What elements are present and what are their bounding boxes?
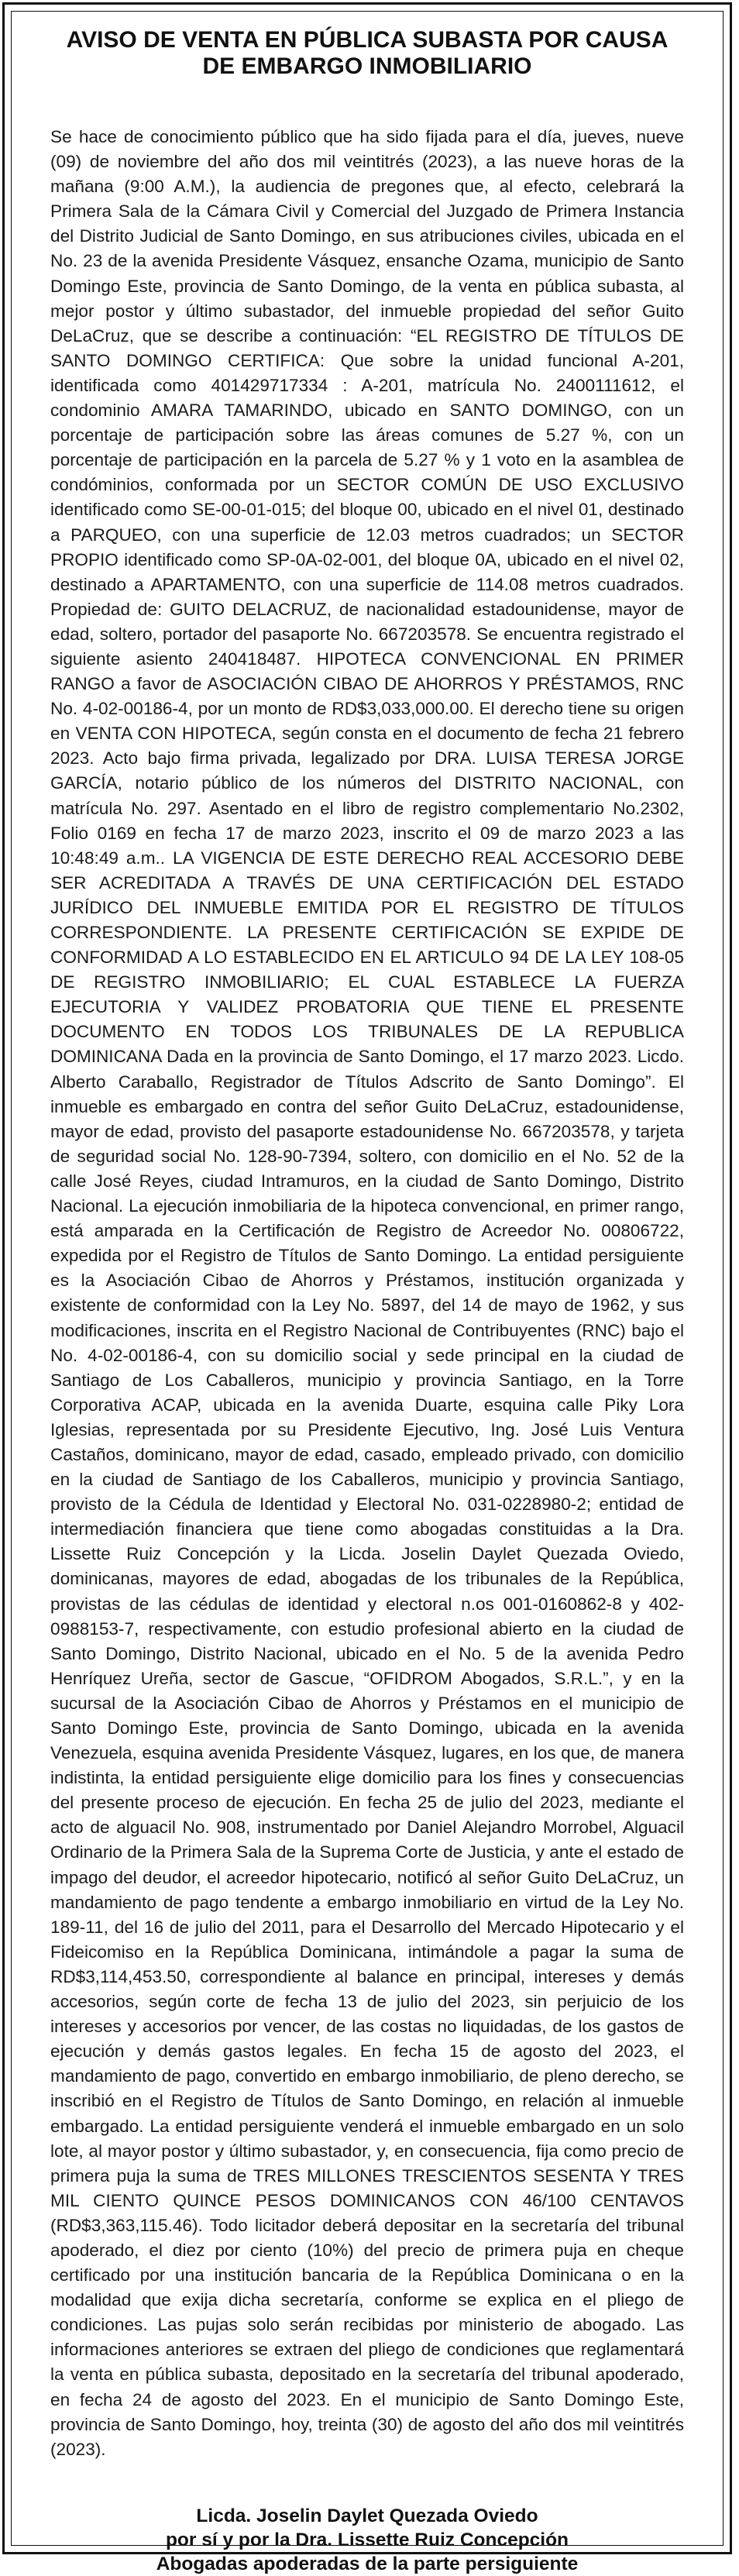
notice-title bbox=[50, 27, 684, 80]
notice-title-line-1: AVISO DE VENTA EN PÚBLICA SUBASTA POR CAUSA bbox=[66, 27, 669, 53]
signature-name: Licda. Joselin Daylet Quezada Oviedo bbox=[196, 2505, 538, 2526]
notice-inner-border bbox=[11, 11, 724, 2574]
signature-block bbox=[50, 2504, 684, 2576]
signature-role: Abogadas apoderadas de la parte persiguiente bbox=[156, 2553, 579, 2574]
notice-title-line-2: DE EMBARGO INMOBILIARIO bbox=[202, 53, 532, 79]
notice-body: Se hace de conocimiento público que ha sido fijada para el día, jueves, nueve (09) de noviembre del año dos mil veintitrés (2023), a las nueve horas de la mañana (9:00 A.M.), la audiencia de pregones que, al efecto, celebrará la Primera Sala de la Cámara Civil y Comercial del Juzgado de Primera Instancia del Distrito Judicial de Santo Domingo, en sus atribuciones civiles, ubicada en el No. 23 de la avenida Presidente Vásquez, ensanche Ozama, municipio de Santo Domingo Este, provincia de Santo Domingo, de la venta en pública subasta, al mejor postor y último subastador, del inmueble propiedad del señor Guito DeLaCruz, que se describe a continuación: “EL REGISTRO DE TÍTULOS DE SANTO DOMINGO CERTIFICA: Que sobre la unidad funcional A-201, identificada como 401429717334 : A-201, matrícula No. 2400111612, el condominio AMARA TAMARINDO, ubicado en SANTO DOMINGO, con un porcentaje de participación sobre las áreas comunes de 5.27 %, con un porcentaje de participación en la parcela de 5.27 % y 1 voto en la asamblea de condóminios, conformada por un SECTOR COMÚN DE USO EXCLUSIVO identificado como SE-00-01-015; del bloque 00, ubicado en el nivel 01, destinado a PARQUEO, con una superficie de 12.03 metros cuadrados; un SECTOR PROPIO identificado como SP-0A-02-001, del bloque 0A, ubicado en el nivel 02, destinado a APARTAMENTO, con una superficie de 114.08 metros cuadrados. Propiedad de: GUITO DELACRUZ, de nacionalidad estadounidense, mayor de edad, soltero, portador del pasaporte No. 667203578. Se encuentra registrado el siguiente asiento 240418487. HIPOTECA CONVENCIONAL EN PRIMER RANGO a favor de ASOCIACIÓN CIBAO DE AHORROS Y PRÉSTAMOS, RNC No. 4-02-00186-4, por un monto de RD$3,033,000.00. El derecho tiene su origen en VENTA CON HIPOTECA, según consta en el documento de fecha 21 febrero 2023. Acto bajo firma privada, legalizado por DRA. LUISA TERESA JORGE GARCÍA, notario público de los números del DISTRITO NACIONAL, con matrícula No. 297. Asentado en el libro de registro complementario No.2302, Folio 0169 en fecha 17 de marzo 2023, inscrito el 09 de marzo 2023 a las 10:48:49 a.m.. LA VIGENCIA DE ESTE DERECHO REAL ACCESORIO DEBE SER ACREDITADA A TRAVÉS DE UNA CERTIFICACIÓN DEL ESTADO JURÍDICO DEL INMUEBLE EMITIDA POR EL REGISTRO DE TÍTULOS CORRESPONDIENTE. LA PRESENTE CERTIFICACIÓN SE EXPIDE DE CONFORMIDAD A LO ESTABLECIDO EN EL ARTICULO 94 DE LA LEY 108-05 DE REGISTRO INMOBILIARIO; EL CUAL ESTABLECE LA FUERZA EJECUTORIA Y VALIDEZ PROBATORIA QUE TIENE EL PRESENTE DOCUMENTO EN TODOS LOS TRIBUNALES DE LA REPUBLICA DOMINICANA Dada en la provincia de Santo Domingo, el 17 marzo 2023. Licdo. Alberto Caraballo, Registrador de Títulos Adscrito de Santo Domingo”. El inmueble es embargado en contra del señor Guito DeLaCruz, estadounidense, mayor de edad, provisto del pasaporte estadounidense No. 667203578, y tarjeta de seguridad social No. 128-90-7394, soltero, con domicilio en el No. 52 de la calle José Reyes, ciudad Intramuros, en la ciudad de Santo Domingo, Distrito Nacional. La ejecución inmobiliaria de la hipoteca convencional, en primer rango, está amparada en la Certificación de Registro de Acreedor No. 00806722, expedida por el Registro de Títulos de Santo Domingo. La entidad persiguiente es la Asociación Cibao de Ahorros y Préstamos, institución organizada y existente de conformidad con la Ley No. 5897, del 14 de mayo de 1962, y sus modificaciones, inscrita en el Registro Nacional de Contribuyentes (RNC) bajo el No. 4-02-00186-4, con su domicilio social y sede principal en la ciudad de Santiago de Los Caballeros, municipio y provincia Santiago, en la Torre Corporativa ACAP, ubicada en la avenida Duarte, esquina calle Piky Lora Iglesias, representada por su Presidente Ejecutivo, Ing. José Luis Ventura Castaños, dominicano, mayor de edad, casado, empleado privado, con domicilio en la ciudad de Santiago de los Caballeros, municipio y provincia Santiago, provisto de la Cédula de Identidad y Electoral No. 031-0228980-2; entidad de intermediación financiera que tiene como abogadas constituidas a la Dra. Lissette Ruiz Concepción y la Licda. Joselin Daylet Quezada Oviedo, dominicanas, mayores de edad, abogadas de los tribunales de la República, provistas de las cédulas de identidad y electoral n.os 001-0160862-8 y 402-0988153-7, respectivamente, con estudio profesional abierto en la ciudad de Santo Domingo, Distrito Nacional, ubicado en el No. 5 de la avenida Pedro Henríquez Ureña, sector de Gascue, “OFIDROM Abogados, S.R.L.”, y en la sucursal de la Asociación Cibao de Ahorros y Préstamos en el municipio de Santo Domingo Este, provincia de Santo Domingo, ubicada en la avenida Venezuela, esquina avenida Presidente Vásquez, lugares, en los que, de manera indistinta, la entidad persiguiente elige domicilio para los fines y consecuencias del presente proceso de ejecución. En fecha 25 de julio del 2023, mediante el acto de alguacil No. 908, instrumentado por Daniel Alejandro Morrobel, Alguacil Ordinario de la Primera Sala de la Suprema Corte de Justicia, y ante el estado de impago del deudor, el acreedor hipotecario, notificó al señor Guito DeLaCruz, un mandamiento de pago tendente a embargo inmobiliario en virtud de la Ley No. 189-11, del 16 de julio del 2011, para el Desarrollo del Mercado Hipotecario y el Fideicomiso en la República Dominicana, intimándole a pagar la suma de RD$3,114,453.50, correspondiente al balance en principal, intereses y demás accesorios, según corte de fecha 13 de julio del 2023, sin perjuicio de los intereses y accesorios por vencer, de las costas no liquidadas, de los gastos de ejecución y demás gastos legales. En fecha 15 de agosto del 2023, el mandamiento de pago, convertido en embargo inmobiliario, de pleno derecho, se inscribió en el Registro de Títulos de Santo Domingo, en relación al inmueble embargado. La entidad persiguiente venderá el inmueble embargado en un solo lote, al mayor postor y último subastador, y, en consecuencia, fija como precio de primera puja la suma de TRES MILLONES TRESCIENTOS SESENTA Y TRES MIL CIENTO QUINCE PESOS DOMINICANOS CON 46/100 CENTAVOS (RD$3,363,115.46). Todo licitador deberá depositar en la secretaría del tribunal apoderado, el diez por ciento (10%) del precio de primera puja en cheque certificado por una institución bancaria de la República Dominicana o en la modalidad que exija dicha secretaría, conforme se explica en el pliego de condiciones. Las pujas solo serán recibidas por ministerio de abogado. Las informaciones anteriores se extraen del pliego de condiciones que reglamentará la venta en pública subasta, depositado en la secretaría del tribunal apoderado, en fecha 24 de agosto del 2023. En el municipio de Santo Domingo Este, provincia de Santo Domingo, hoy, treinta (30) de agosto del año dos mil veintitrés (2023). bbox=[50, 127, 684, 2459]
notice-outer-border bbox=[2, 2, 732, 2574]
signature-on-behalf: por sí y por la Dra. Lissette Ruiz Concepción bbox=[165, 2529, 569, 2550]
